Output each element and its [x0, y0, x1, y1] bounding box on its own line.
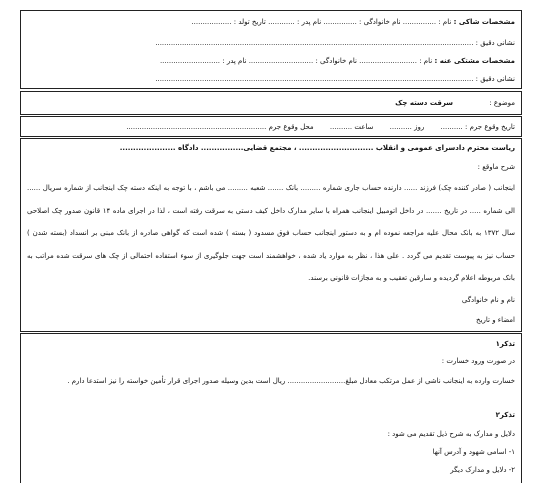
subject-row: [27, 98, 515, 108]
note2-line1: دلایل و مدارک به شرح ذیل تقدیم می شود :: [387, 430, 515, 438]
court-address-line: ریاست محترم دادسرای عمومی و انقلاب ............................ ، مجتمع قضایی................ دادگاه .....................: [119, 144, 515, 152]
note2-item-1: ۱- اسامی شهود و آدرس آنها: [432, 448, 515, 456]
crime-date-section: [20, 116, 522, 137]
crime-hour: ساعت ..........: [329, 123, 374, 131]
crime-place: محل وقوع جرم ...............................................................: [126, 123, 314, 131]
note1-title: تذکر۱: [495, 340, 515, 348]
note1-line2: خسارت وارده به اینجانب ناشی از عمل مرتکب معادل مبلغ.......................... ریال است بدین وسیله صدور اجرای قرار تأمین خواسته را نیز استدعا دارم .: [67, 377, 515, 385]
complainant-address: نشانی دقیق : ...............................................................................................................................................: [155, 39, 515, 47]
accused-title: مشخصات مشتکی عنه :: [434, 57, 515, 65]
complainant-fields-row: [27, 17, 515, 27]
description-label: شرح ماوقع :: [477, 163, 515, 171]
subject-section: [20, 91, 522, 115]
accused-fields-row: [27, 56, 515, 66]
complainant-title: مشخصات شاکی :: [453, 18, 515, 26]
name-label: نام و نام خانوادگی: [461, 296, 515, 304]
complainant-fields: نام : ............... نام خانوادگی : ............... نام پدر : ............ تاریخ تولد : ..................: [191, 18, 452, 26]
notes-section: [20, 333, 522, 483]
subject-value: سرقت دسته چک: [395, 99, 454, 107]
note2-title: تذکر۲: [495, 411, 515, 419]
crime-date-label: تاریخ وقوع جرم : ..........: [440, 123, 515, 131]
note1-line1: در صورت ورود خسارت :: [441, 357, 515, 365]
accused-fields: نام : .......................... نام خانوادگی : ............................. نام پدر : ...........................: [159, 57, 433, 65]
accused-address: نشانی دقیق : ...............................................................................................................................................: [155, 75, 515, 83]
description-paragraph: اینجانب ( صادر کننده چک) فرزند ...... دارنده حساب جاری شماره ......... بانک ....... شعبه ......... می باشم ، با توجه به اینکه دسته چک اینجانب از شماره سریال ...... الی شماره ..... در تاریخ ....... در داخل اتومبیل اینجانب همراه با سایر مدارک داخل کیف دستی به سرقت رفته است ، لذا در اجرای ماده ۱۴ قانون صدور چک اصلاحی سال ۱۳۷۲ به بانک محال علیه مراجعه نموده ام و به دستور اینجانب حساب فوق مسدود ( بسته ) شده است که گواهی صادره از بانک مبنی بر انسداد (بسته شدن ) حساب نیز به پیوست تقدیم می گردد . علی هذا ، نظر به موارد یاد شده ، خواهشمند است جهت جلوگیری از سوء استفاده احتمالی از چک های سرقت شده مراتب به بانک مربوطه اعلام گردیده و سارقین تعقیب و به مجازات قانونی برسند.: [27, 184, 515, 282]
crime-date-row: [27, 122, 515, 132]
parties-section: [20, 10, 522, 89]
body-section: [20, 138, 522, 332]
crime-day: روز ..........: [389, 123, 425, 131]
subject-label: موضوع :: [489, 99, 515, 107]
sign-label: امضاء و تاریخ: [476, 316, 515, 324]
note2-item-2: ۲- دلایل و مدارک دیگر: [450, 466, 515, 474]
